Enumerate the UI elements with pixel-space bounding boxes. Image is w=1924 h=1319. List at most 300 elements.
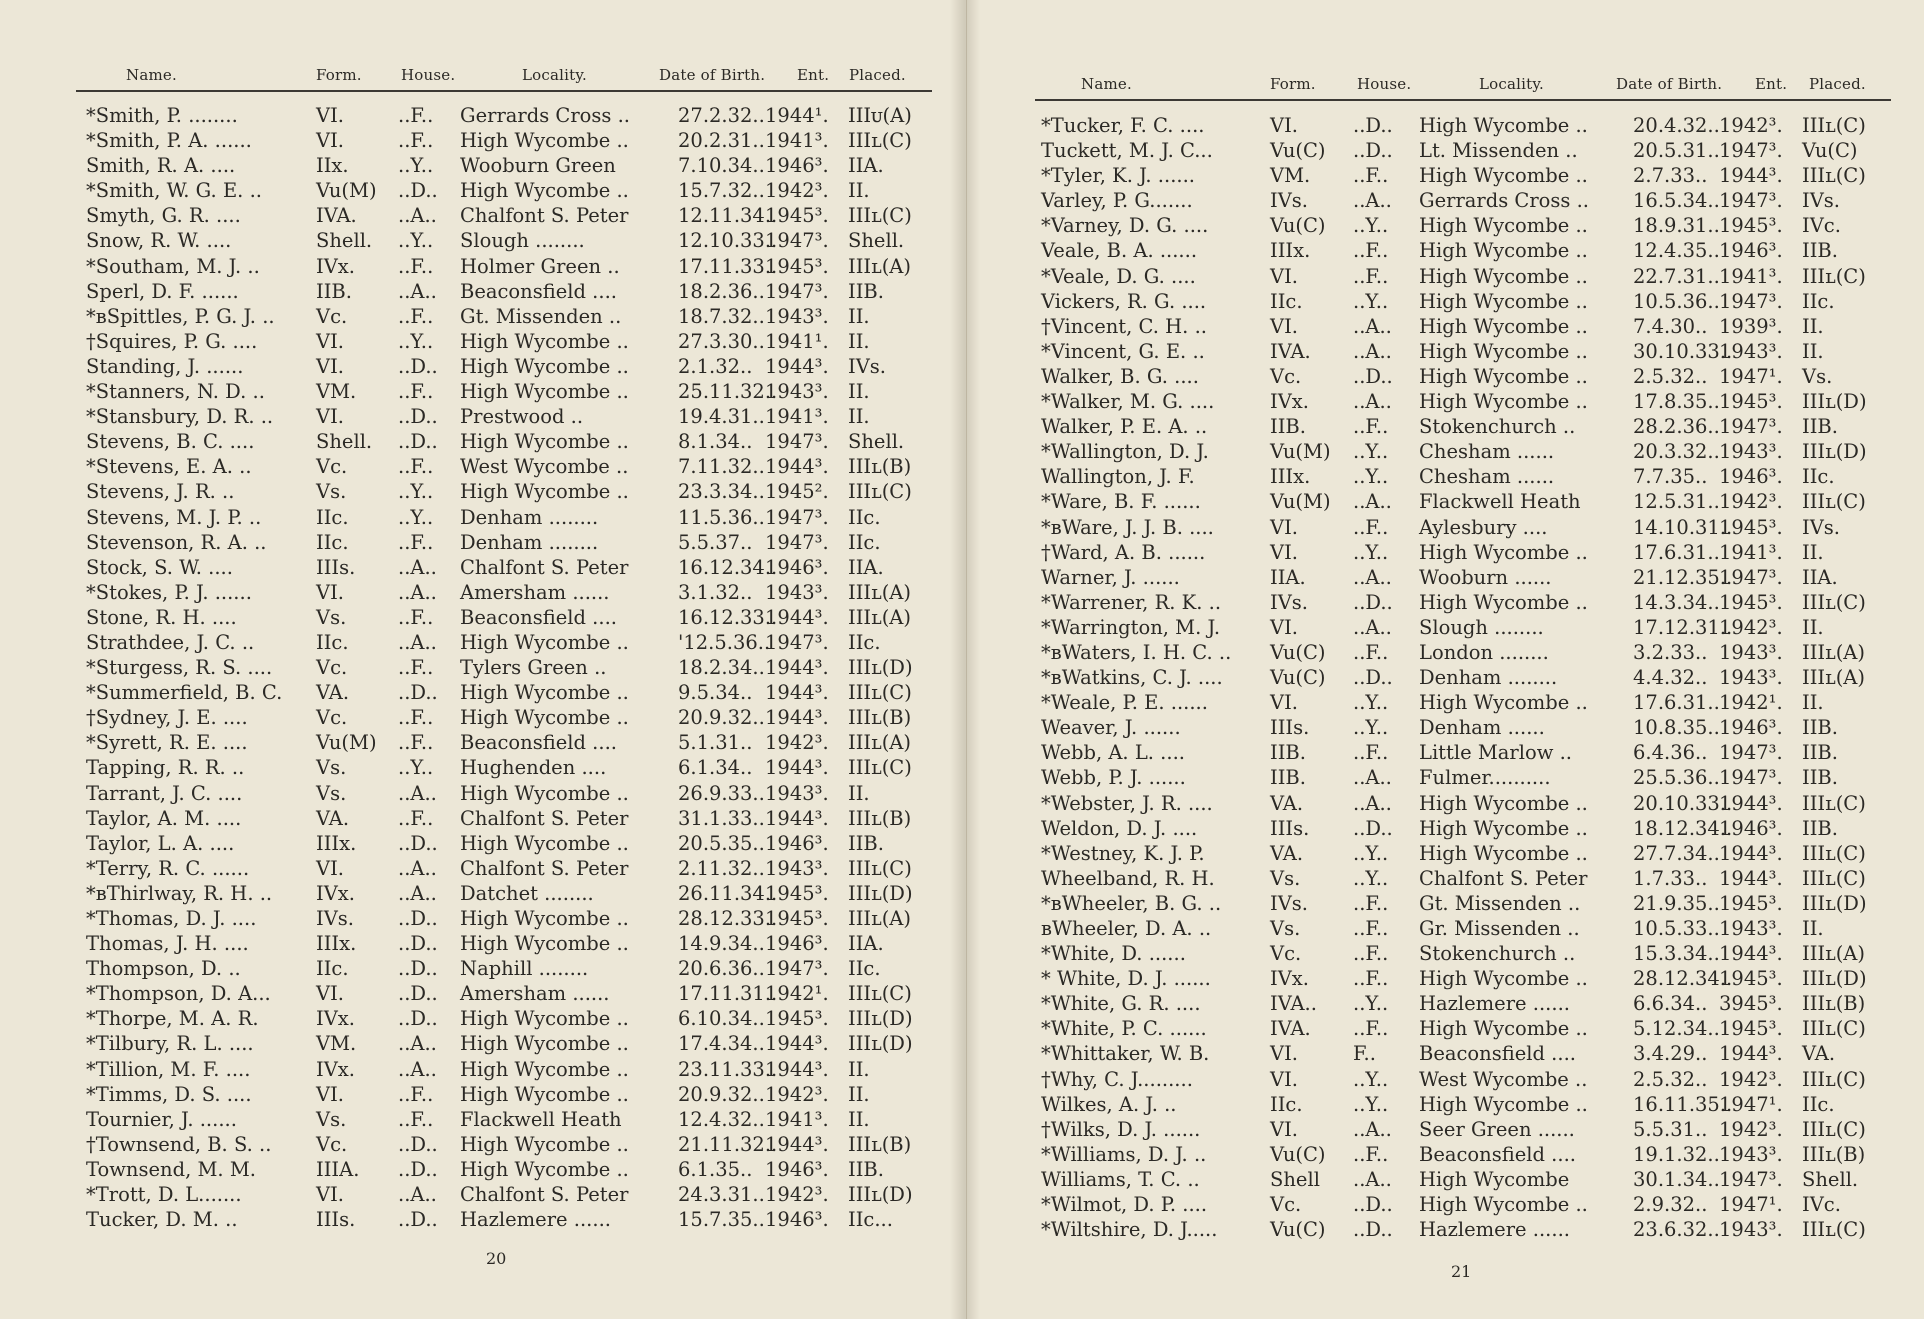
cell-dob: 22.7.31.. <box>1633 264 1720 288</box>
header-house: House. <box>1357 75 1412 93</box>
table-row <box>967 991 1924 1016</box>
cell-locality: Chalfont S. Peter <box>460 806 629 830</box>
cell-name: Webb, P. J. ...... <box>1041 766 1186 790</box>
cell-ent: 1944³. <box>1719 164 1783 188</box>
cell-name: †Sydney, J. E. .... <box>86 706 248 730</box>
cell-locality: High Wycombe .. <box>460 129 629 153</box>
cell-placed: IIIʟ(C) <box>1802 1218 1866 1242</box>
cell-form: Vc. <box>1270 364 1302 388</box>
cell-form: IIB. <box>1270 766 1306 790</box>
cell-locality: High Wycombe .. <box>1419 590 1588 614</box>
cell-dob: 7.10.34.. <box>678 154 765 178</box>
cell-form: VM. <box>316 1032 357 1056</box>
cell-name: Wallington, J. F. <box>1041 465 1195 489</box>
cell-ent: 1944³. <box>765 706 829 730</box>
table-row <box>967 615 1924 640</box>
cell-house: ..D.. <box>1353 816 1393 840</box>
cell-house: ..F.. <box>1353 741 1389 765</box>
cell-dob: 7.7.35.. <box>1633 465 1708 489</box>
cell-name: Snow, R. W. .... <box>86 229 232 253</box>
cell-name: Stone, R. H. .... <box>86 605 237 629</box>
cell-form: IVs. <box>1270 189 1308 213</box>
cell-name: Vickers, R. G. .... <box>1041 289 1207 313</box>
cell-name: †Why, C. J......... <box>1041 1067 1193 1091</box>
cell-ent: 1943³. <box>1719 917 1783 940</box>
cell-house: F.. <box>1353 1042 1376 1066</box>
cell-placed: IIIʟ(D) <box>848 1032 913 1056</box>
cell-ent: 1947³. <box>765 505 829 529</box>
cell-ent: 1942³. <box>765 179 829 203</box>
cell-ent: 1944³. <box>765 656 829 680</box>
cell-dob: 6.1.35.. <box>678 1157 753 1181</box>
cell-ent: 1946³. <box>765 555 829 579</box>
cell-locality: Fulmer.......... <box>1419 766 1551 790</box>
cell-form: IIIA. <box>316 1157 360 1181</box>
cell-house: ..Y.. <box>1353 841 1389 865</box>
cell-ent: 1945³. <box>1719 214 1783 238</box>
cell-placed: IIc. <box>848 505 881 529</box>
cell-locality: High Wycombe .. <box>460 1032 629 1056</box>
cell-ent: 3945³. <box>1719 992 1783 1016</box>
cell-placed: IIIʟ(A) <box>848 731 911 755</box>
table-row <box>967 1117 1924 1142</box>
cell-dob: 11.5.36.. <box>678 505 765 529</box>
cell-name: Wheelband, R. H. <box>1041 866 1215 890</box>
cell-name: Smyth, G. R. .... <box>86 204 241 228</box>
cell-locality: High Wycombe .. <box>460 1157 629 1181</box>
cell-house: ..Y.. <box>398 756 434 780</box>
cell-house: ..A.. <box>398 1057 437 1081</box>
cell-name: *Williams, D. J. .. <box>1041 1142 1207 1166</box>
cell-locality: High Wycombe .. <box>460 329 629 353</box>
table-row <box>0 831 966 856</box>
cell-name: ʙWheeler, D. A. .. <box>1041 917 1212 940</box>
cell-ent: 1947¹. <box>1719 1092 1783 1116</box>
cell-name: *Westney, K. J. P. <box>1041 841 1205 865</box>
cell-locality: West Wycombe .. <box>1419 1067 1588 1091</box>
cell-placed: IIB. <box>848 279 884 303</box>
cell-ent: 1947³. <box>1719 189 1783 213</box>
cell-house: ..Y.. <box>398 329 434 353</box>
cell-form: IIIs. <box>1270 816 1310 840</box>
cell-placed: IVc. <box>1802 214 1841 238</box>
table-row <box>967 1041 1924 1066</box>
table-row <box>967 1192 1924 1217</box>
cell-locality: Slough ........ <box>460 229 585 253</box>
cell-dob: 18.2.34.. <box>678 656 765 680</box>
cell-placed: IIIʟ(C) <box>1802 490 1866 514</box>
table-row <box>967 289 1924 314</box>
cell-dob: 16.12.33.. <box>678 605 778 629</box>
cell-locality: High Wycombe .. <box>1419 264 1588 288</box>
cell-name: *Smith, W. G. E. .. <box>86 179 262 203</box>
cell-house: ..F.. <box>1353 415 1389 439</box>
cell-house: ..D.. <box>398 957 438 981</box>
cell-form: Vc. <box>316 1132 348 1156</box>
cell-name: *Southam, M. J. .. <box>86 254 260 278</box>
table-row <box>0 1132 966 1157</box>
cell-ent: 1944³. <box>1719 841 1783 865</box>
table-row <box>0 1207 966 1232</box>
table-row <box>0 605 966 630</box>
cell-ent: 1947³. <box>1719 415 1783 439</box>
table-row <box>967 314 1924 339</box>
cell-dob: 16.5.34.. <box>1633 189 1720 213</box>
cell-form: Vu(M) <box>1270 490 1331 514</box>
header-name: Name. <box>1081 75 1132 93</box>
cell-placed: IIIʟ(C) <box>848 982 912 1006</box>
cell-placed: IIIʟ(C) <box>848 204 912 228</box>
cell-house: ..Y.. <box>1353 465 1389 489</box>
cell-placed: VA. <box>1802 1042 1836 1066</box>
cell-locality: Flackwell Heath <box>460 1107 622 1131</box>
cell-placed: IIB. <box>848 831 884 855</box>
cell-house: ..A.. <box>398 204 437 228</box>
cell-locality: High Wycombe .. <box>1419 239 1588 263</box>
cell-dob: 20.2.31.. <box>678 129 765 153</box>
cell-name: Tucker, D. M. .. <box>86 1208 238 1232</box>
cell-ent: 1945³. <box>1719 1017 1783 1041</box>
cell-locality: High Wycombe .. <box>1419 339 1588 363</box>
table-row <box>967 213 1924 238</box>
header-form: Form. <box>316 66 362 84</box>
cell-name: *Tillion, M. F. .... <box>86 1057 251 1081</box>
table-row <box>967 715 1924 740</box>
cell-form: VI. <box>316 354 344 378</box>
cell-name: Thomas, J. H. .... <box>86 932 249 956</box>
cell-placed: IIB. <box>1802 716 1838 740</box>
table-row <box>0 680 966 705</box>
cell-dob: 23.11.33.. <box>678 1057 778 1081</box>
table-row <box>967 941 1924 966</box>
cell-locality: Amersham ...... <box>460 982 610 1006</box>
cell-locality: High Wycombe .. <box>460 630 629 654</box>
cell-form: IVA.. <box>1270 992 1317 1016</box>
table-row <box>967 841 1924 866</box>
cell-name: *Terry, R. C. ...... <box>86 856 250 880</box>
cell-dob: 17.11.31.. <box>678 982 778 1006</box>
cell-dob: 21.11.32.. <box>678 1132 778 1156</box>
cell-dob: 14.3.34.. <box>1633 590 1720 614</box>
cell-dob: 26.11.34.. <box>678 881 778 905</box>
cell-placed: IIIʟ(D) <box>848 1007 913 1031</box>
cell-locality: High Wycombe .. <box>460 1132 629 1156</box>
table-row <box>0 906 966 931</box>
cell-house: ..D.. <box>1353 364 1393 388</box>
header-house: House. <box>401 66 456 84</box>
cell-form: VI. <box>316 405 344 429</box>
cell-placed: IIIʟ(D) <box>1802 440 1867 464</box>
cell-name: *Smith, P. A. ...... <box>86 129 252 153</box>
cell-locality: Lt. Missenden .. <box>1419 139 1578 163</box>
cell-name: Sperl, D. F. ...... <box>86 279 239 303</box>
cell-ent: 1947³. <box>765 530 829 554</box>
cell-house: ..D.. <box>398 681 438 705</box>
cell-ent: 1947³. <box>1719 1167 1783 1191</box>
table-row <box>967 891 1924 916</box>
cell-ent: 1942³. <box>1719 615 1783 639</box>
table-row <box>967 489 1924 514</box>
cell-ent: 1941³. <box>1719 264 1783 288</box>
cell-dob: 20.3.32.. <box>1633 440 1720 464</box>
cell-house: ..A.. <box>1353 615 1392 639</box>
table-row <box>0 103 966 128</box>
cell-ent: 1943³. <box>765 781 829 805</box>
cell-house: ..F.. <box>398 304 434 328</box>
cell-name: *ʙWatkins, C. J. .... <box>1041 666 1223 690</box>
cell-placed: IIIʟ(C) <box>1802 590 1866 614</box>
cell-house: ..F.. <box>1353 164 1389 188</box>
cell-house: ..D.. <box>1353 590 1393 614</box>
cell-ent: 1945³. <box>1719 390 1783 414</box>
cell-ent: 1944³. <box>765 1057 829 1081</box>
cell-locality: High Wycombe .. <box>460 1082 629 1106</box>
cell-placed: IIIʟ(B) <box>848 706 912 730</box>
cell-form: VI. <box>316 982 344 1006</box>
cell-placed: IIIʟ(B) <box>848 455 912 479</box>
cell-placed: IIc. <box>1802 1092 1835 1116</box>
cell-form: Vc. <box>1270 942 1302 966</box>
cell-placed: IIIʟ(D) <box>1802 390 1867 414</box>
cell-name: *White, P. C. ...... <box>1041 1017 1207 1041</box>
cell-ent: 1946³. <box>1719 716 1783 740</box>
cell-form: VI. <box>316 1082 344 1106</box>
cell-name: *Smith, P. ........ <box>86 104 238 127</box>
cell-placed: IIIʟ(C) <box>1802 264 1866 288</box>
cell-locality: High Wycombe .. <box>1419 816 1588 840</box>
cell-locality: Holmer Green .. <box>460 254 620 278</box>
cell-placed: IIB. <box>1802 741 1838 765</box>
table-row <box>0 705 966 730</box>
table-row <box>967 163 1924 188</box>
table-row <box>0 755 966 780</box>
cell-house: ..D.. <box>398 982 438 1006</box>
cell-house: ..D.. <box>1353 1193 1393 1217</box>
cell-house: ..F.. <box>398 1082 434 1106</box>
cell-ent: 1947³. <box>765 430 829 454</box>
cell-form: IIIs. <box>1270 716 1310 740</box>
cell-locality: High Wycombe .. <box>1419 691 1588 715</box>
cell-ent: 1947³. <box>1719 741 1783 765</box>
cell-house: ..D.. <box>398 907 438 930</box>
cell-name: Webb, A. L. .... <box>1041 741 1185 765</box>
cell-ent: 1945³. <box>1719 515 1783 539</box>
cell-locality: High Wycombe .. <box>460 430 629 454</box>
cell-form: IIIs. <box>316 555 356 579</box>
table-row <box>0 856 966 881</box>
cell-placed: Shell. <box>848 430 905 454</box>
cell-locality: High Wycombe .. <box>460 354 629 378</box>
cell-placed: Vs. <box>1802 364 1833 388</box>
cell-name: *Stokes, P. J. ...... <box>86 580 252 604</box>
cell-placed: II. <box>1802 339 1824 363</box>
cell-locality: High Wycombe .. <box>1419 214 1588 238</box>
cell-locality: High Wycombe .. <box>460 706 629 730</box>
table-row <box>967 590 1924 615</box>
table-row <box>0 630 966 655</box>
cell-ent: 1944³. <box>765 605 829 629</box>
cell-form: VA. <box>1270 841 1304 865</box>
cell-house: ..D.. <box>398 932 438 956</box>
cell-form: Vs. <box>316 605 347 629</box>
table-row <box>0 178 966 203</box>
cell-dob: 20.4.32.. <box>1633 114 1720 137</box>
cell-house: ..D.. <box>1353 139 1393 163</box>
cell-locality: Amersham ...... <box>460 580 610 604</box>
cell-ent: 1944³. <box>765 1132 829 1156</box>
cell-dob: 20.10.33.. <box>1633 791 1733 815</box>
cell-name: *Thomas, D. J. .... <box>86 907 257 930</box>
table-row <box>0 580 966 605</box>
table-row <box>967 188 1924 213</box>
cell-placed: IIIʟ(B) <box>1802 1142 1866 1166</box>
cell-locality: High Wycombe .. <box>460 480 629 504</box>
cell-placed: II. <box>848 304 870 328</box>
table-row <box>967 966 1924 991</box>
cell-form: IIIx. <box>316 831 357 855</box>
header-dob: Date of Birth. <box>659 66 766 84</box>
cell-dob: 2.9.32.. <box>1633 1193 1708 1217</box>
cell-form: VM. <box>1270 164 1311 188</box>
cell-form: IIc. <box>316 505 349 529</box>
cell-name: Wilkes, A. J. .. <box>1041 1092 1177 1116</box>
cell-placed: II. <box>848 179 870 203</box>
cell-name: *Wilmot, D. P. .... <box>1041 1193 1208 1217</box>
cell-dob: 7.4.30.. <box>1633 314 1708 338</box>
cell-ent: 1941³. <box>765 1107 829 1131</box>
cell-house: ..Y.. <box>1353 440 1389 464</box>
cell-house: ..A.. <box>398 1032 437 1056</box>
table-row <box>967 1167 1924 1192</box>
cell-dob: 6.1.34.. <box>678 756 753 780</box>
cell-ent: 1945³. <box>765 254 829 278</box>
table-row <box>0 781 966 806</box>
cell-placed: IIB. <box>1802 415 1838 439</box>
cell-dob: 4.4.32.. <box>1633 666 1708 690</box>
table-row <box>967 916 1924 941</box>
cell-ent: 1946³. <box>765 1157 829 1181</box>
cell-locality: Gerrards Cross .. <box>460 104 630 127</box>
cell-name: Townsend, M. M. <box>86 1157 256 1181</box>
cell-name: Walker, P. E. A. .. <box>1041 415 1208 439</box>
cell-ent: 1945³. <box>765 1007 829 1031</box>
table-row <box>0 1157 966 1182</box>
cell-placed: II. <box>848 781 870 805</box>
table-row <box>0 1082 966 1107</box>
cell-house: ..F.. <box>1353 967 1389 991</box>
cell-dob: 16.11.35.. <box>1633 1092 1733 1116</box>
cell-form: IVx. <box>1270 967 1309 991</box>
cell-ent: 1947³. <box>1719 565 1783 589</box>
cell-locality: Chalfont S. Peter <box>1419 866 1588 890</box>
table-row <box>967 339 1924 364</box>
table-row <box>0 1107 966 1132</box>
cell-ent: 1943³. <box>765 856 829 880</box>
cell-house: ..Y.. <box>1353 691 1389 715</box>
cell-placed: II. <box>848 380 870 404</box>
cell-form: VI. <box>1270 1042 1298 1066</box>
table-row <box>0 479 966 504</box>
cell-dob: 17.11.33.. <box>678 254 778 278</box>
table-row <box>967 439 1924 464</box>
cell-dob: 20.5.35.. <box>678 831 765 855</box>
table-row <box>0 1057 966 1082</box>
cell-locality: High Wycombe .. <box>1419 791 1588 815</box>
table-row <box>0 304 966 329</box>
cell-house: ..A.. <box>398 279 437 303</box>
cell-dob: 12.4.32.. <box>678 1107 765 1131</box>
cell-locality: Beaconsfield .... <box>1419 1142 1576 1166</box>
cell-name: Smith, R. A. .... <box>86 154 236 178</box>
cell-locality: Slough ........ <box>1419 615 1544 639</box>
cell-ent: 1942³. <box>1719 1117 1783 1141</box>
cell-locality: Wooburn ...... <box>1419 565 1552 589</box>
cell-dob: 25.11.32.. <box>678 380 778 404</box>
cell-house: ..A.. <box>1353 565 1392 589</box>
cell-locality: Stokenchurch .. <box>1419 415 1576 439</box>
cell-house: ..D.. <box>398 430 438 454</box>
cell-house: ..A.. <box>1353 766 1392 790</box>
cell-locality: Gt. Missenden .. <box>460 304 622 328</box>
cell-house: ..D.. <box>398 179 438 203</box>
cell-ent: 1942³. <box>1719 490 1783 514</box>
cell-form: IIc. <box>1270 1092 1303 1116</box>
cell-name: Stevens, B. C. .... <box>86 430 255 454</box>
cell-locality: Denham ...... <box>1419 716 1545 740</box>
cell-form: Vc. <box>316 656 348 680</box>
cell-dob: 3.2.33.. <box>1633 640 1708 664</box>
cell-house: ..Y.. <box>398 480 434 504</box>
cell-placed: II. <box>848 1107 870 1131</box>
cell-form: IVs. <box>1270 891 1308 915</box>
cell-house: ..D.. <box>398 1007 438 1031</box>
cell-locality: Gerrards Cross .. <box>1419 189 1589 213</box>
cell-locality: Prestwood .. <box>460 405 584 429</box>
cell-form: IVx. <box>316 1057 355 1081</box>
cell-form: Vc. <box>316 706 348 730</box>
cell-name: *ʙSpittles, P. G. J. .. <box>86 304 275 328</box>
cell-house: ..F.. <box>398 806 434 830</box>
cell-form: Vu(M) <box>1270 440 1331 464</box>
cell-locality: Denham ........ <box>460 505 599 529</box>
cell-ent: 1942³. <box>765 731 829 755</box>
cell-form: IIA. <box>1270 565 1306 589</box>
cell-dob: 2.5.32.. <box>1633 1067 1708 1091</box>
cell-locality: Gr. Missenden .. <box>1419 917 1580 940</box>
cell-ent: 1943³. <box>1719 666 1783 690</box>
cell-house: ..Y.. <box>1353 540 1389 564</box>
cell-name: Stevens, J. R. .. <box>86 480 235 504</box>
table-row <box>967 1217 1924 1242</box>
cell-placed: IIIʟ(A) <box>848 605 911 629</box>
cell-dob: 18.7.32.. <box>678 304 765 328</box>
table-row <box>967 791 1924 816</box>
table-row <box>0 956 966 981</box>
table-row <box>0 806 966 831</box>
cell-name: *Ware, B. F. ...... <box>1041 490 1201 514</box>
cell-dob: 14.9.34.. <box>678 932 765 956</box>
cell-dob: 17.8.35.. <box>1633 390 1720 414</box>
cell-ent: 1946³. <box>1719 816 1783 840</box>
table-row <box>0 1031 966 1056</box>
table-row <box>967 1142 1924 1167</box>
table-row <box>0 279 966 304</box>
cell-locality: High Wycombe .. <box>1419 967 1588 991</box>
cell-ent: 1946³. <box>765 831 829 855</box>
cell-name: *Stansbury, D. R. .. <box>86 405 274 429</box>
cell-ent: 1946³. <box>1719 239 1783 263</box>
cell-form: IIIs. <box>316 1208 356 1232</box>
